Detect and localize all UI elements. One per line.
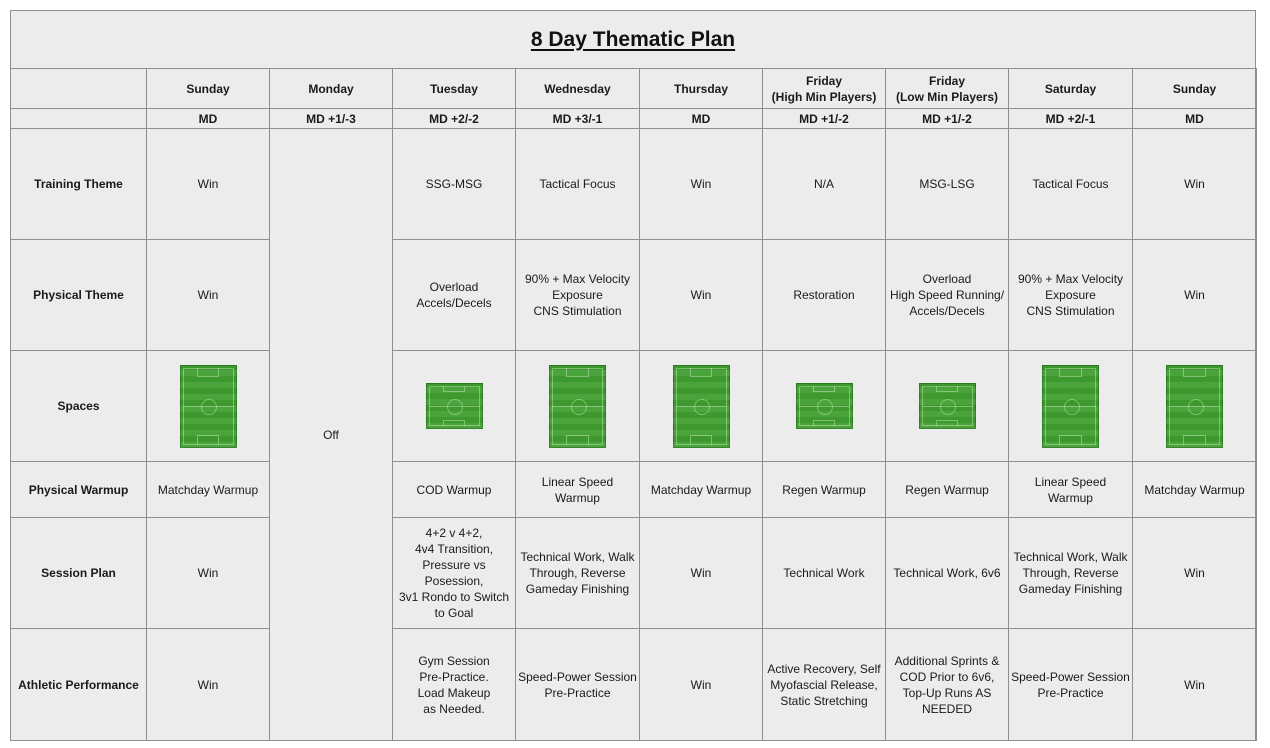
cell: Linear Speed Warmup — [516, 462, 640, 518]
day-header: Sunday — [147, 69, 270, 109]
cell: Tactical Focus — [516, 129, 640, 240]
spaces-row — [11, 351, 1257, 462]
cell: Win — [1133, 240, 1257, 351]
cell: 90% + Max Velocity Exposure CNS Stimulation — [516, 240, 640, 351]
soccer-pitch-icon — [549, 365, 606, 448]
row-label: Session Plan — [11, 518, 147, 629]
title-row — [11, 11, 1255, 68]
md-cell: MD +3/-1 — [516, 109, 640, 129]
cell: Restoration — [763, 240, 886, 351]
cell: Win — [147, 129, 270, 240]
row-label: Athletic Performance — [11, 629, 147, 741]
cell: Win — [640, 518, 763, 629]
row-label: Spaces — [11, 351, 147, 462]
cell: Matchday Warmup — [640, 462, 763, 518]
pitch-cell — [1133, 351, 1257, 462]
session-plan-row — [11, 518, 1257, 629]
cell: Linear Speed Warmup — [1009, 462, 1133, 518]
cell: Win — [640, 629, 763, 741]
cell: Regen Warmup — [763, 462, 886, 518]
cell: Technical Work — [763, 518, 886, 629]
cell: MSG-LSG — [886, 129, 1009, 240]
plan-table — [10, 68, 1257, 741]
day-header: Tuesday — [393, 69, 516, 109]
pitch-cell — [640, 351, 763, 462]
cell: Technical Work, 6v6 — [886, 518, 1009, 629]
day-header: Friday (Low Min Players) — [886, 69, 1009, 109]
cell: Regen Warmup — [886, 462, 1009, 518]
plan-sheet — [10, 10, 1256, 741]
day-header: Monday — [270, 69, 393, 109]
cell: 4+2 v 4+2, 4v4 Transition, Pressure vs Posession, 3v1 Rondo to Switch to Goal — [393, 518, 516, 629]
cell: Gym Session Pre-Practice. Load Makeup as Needed. — [393, 629, 516, 741]
pitch-cell — [147, 351, 270, 462]
day-header: Saturday — [1009, 69, 1133, 109]
physical-warmup-row — [11, 462, 1257, 518]
md-cell: MD +1/-3 — [270, 109, 393, 129]
cell: Technical Work, Walk Through, Reverse Gameday Finishing — [516, 518, 640, 629]
cell: COD Warmup — [393, 462, 516, 518]
md-cell: MD — [1133, 109, 1257, 129]
cell: Overload Accels/Decels — [393, 240, 516, 351]
physical-theme-row — [11, 240, 1257, 351]
cell: Win — [1133, 518, 1257, 629]
cell: Win — [147, 518, 270, 629]
soccer-pitch-icon — [426, 383, 483, 429]
pitch-cell — [516, 351, 640, 462]
cell: Win — [1133, 129, 1257, 240]
pitch-cell — [1009, 351, 1133, 462]
md-row — [11, 109, 1257, 129]
cell: 90% + Max Velocity Exposure CNS Stimulation — [1009, 240, 1133, 351]
soccer-pitch-icon — [1166, 365, 1223, 448]
md-cell: MD +1/-2 — [886, 109, 1009, 129]
cell: Win — [1133, 629, 1257, 741]
md-cell: MD — [147, 109, 270, 129]
cell: Win — [147, 240, 270, 351]
md-cell: MD — [640, 109, 763, 129]
soccer-pitch-icon — [180, 365, 237, 448]
pitch-cell — [763, 351, 886, 462]
soccer-pitch-icon — [1042, 365, 1099, 448]
cell: Win — [640, 240, 763, 351]
row-label: Physical Warmup — [11, 462, 147, 518]
soccer-pitch-icon — [796, 383, 853, 429]
cell: Active Recovery, Self Myofascial Release, Static Stretching — [763, 629, 886, 741]
cell: Additional Sprints & COD Prior to 6v6, Top-Up Runs AS NEEDED — [886, 629, 1009, 741]
md-cell: MD +2/-2 — [393, 109, 516, 129]
cell: Speed-Power Session Pre-Practice — [516, 629, 640, 741]
cell: Overload High Speed Running/ Accels/Decels — [886, 240, 1009, 351]
day-header: Friday (High Min Players) — [763, 69, 886, 109]
cell: SSG-MSG — [393, 129, 516, 240]
row-label: Physical Theme — [11, 240, 147, 351]
soccer-pitch-icon — [919, 383, 976, 429]
md-cell: MD +1/-2 — [763, 109, 886, 129]
md-corner-cell — [11, 109, 147, 129]
cell: Matchday Warmup — [147, 462, 270, 518]
cell: Win — [640, 129, 763, 240]
pitch-cell — [393, 351, 516, 462]
corner-cell — [11, 69, 147, 109]
monday-off-cell: Off — [270, 129, 393, 741]
cell: Win — [147, 629, 270, 741]
day-header: Wednesday — [516, 69, 640, 109]
md-cell: MD +2/-1 — [1009, 109, 1133, 129]
day-header: Sunday — [1133, 69, 1257, 109]
day-header-row — [11, 69, 1257, 109]
pitch-cell — [886, 351, 1009, 462]
row-label: Training Theme — [11, 129, 147, 240]
cell: Tactical Focus — [1009, 129, 1133, 240]
page-title: 8 Day Thematic Plan — [530, 27, 736, 51]
day-header: Thursday — [640, 69, 763, 109]
cell: Technical Work, Walk Through, Reverse Gameday Finishing — [1009, 518, 1133, 629]
cell: Matchday Warmup — [1133, 462, 1257, 518]
training-theme-row — [11, 129, 1257, 240]
cell: N/A — [763, 129, 886, 240]
soccer-pitch-icon — [673, 365, 730, 448]
athletic-performance-row — [11, 629, 1257, 741]
cell: Speed-Power Session Pre-Practice — [1009, 629, 1133, 741]
